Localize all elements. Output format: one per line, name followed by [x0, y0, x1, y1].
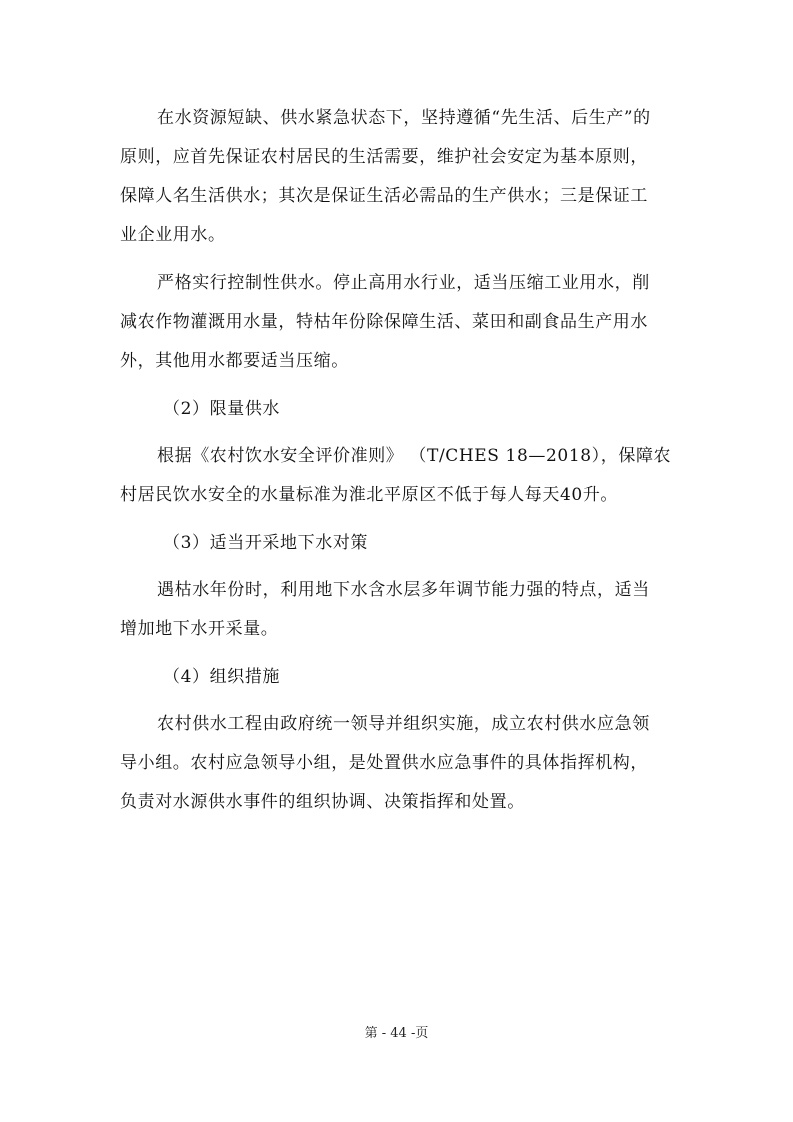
paragraph-2-line-1: 严格实行控制性供水。停止高用水行业，适当压缩工业用水，削	[157, 273, 650, 293]
paragraph-4-line-2: 增加地下水开采量。	[120, 619, 279, 639]
paragraph-1-line-4: 业企业用水。	[120, 225, 226, 245]
section-heading-quota-supply: （2）限量供水	[163, 399, 281, 419]
paragraph-5-line-2: 导小组。农村应急领导小组，是处置供水应急事件的具体指挥机构，	[120, 753, 648, 773]
page-number: 第 - 44 -页	[364, 1026, 429, 1041]
paragraph-1-line-1: 在水资源短缺、供水紧急状态下，坚持遵循“先生活、后生产”的	[157, 108, 651, 128]
paragraph-5-line-1: 农村供水工程由政府统一领导并组织实施，成立农村供水应急领	[157, 714, 650, 734]
paragraph-2-line-2: 减农作物灌溉用水量，特枯年份除保障生活、菜田和副食品生产用水	[120, 312, 648, 332]
paragraph-3-line-2: 村居民饮水安全的水量标准为淮北平原区不低于每人每天40升。	[120, 485, 619, 505]
paragraph-5-line-3: 负责对水源供水事件的组织协调、决策指挥和处置。	[120, 792, 525, 812]
paragraph-1-line-2: 原则，应首先保证农村居民的生活需要，维护社会安定为基本原则，	[120, 147, 648, 167]
section-heading-groundwater: （3）适当开采地下水对策	[163, 533, 369, 553]
paragraph-1-line-3: 保障人名生活供水；其次是保证生活必需品的生产供水；三是保证工	[120, 186, 648, 206]
paragraph-3-line-1: 根据《农村饮水安全评价准则》 （T/CHES 18—2018），保障农	[157, 446, 672, 466]
paragraph-4-line-1: 遇枯水年份时，利用地下水含水层多年调节能力强的特点，适当	[157, 580, 650, 600]
paragraph-2-line-3: 外，其他用水都要适当压缩。	[120, 351, 349, 371]
section-heading-organization: （4）组织措施	[163, 667, 281, 687]
